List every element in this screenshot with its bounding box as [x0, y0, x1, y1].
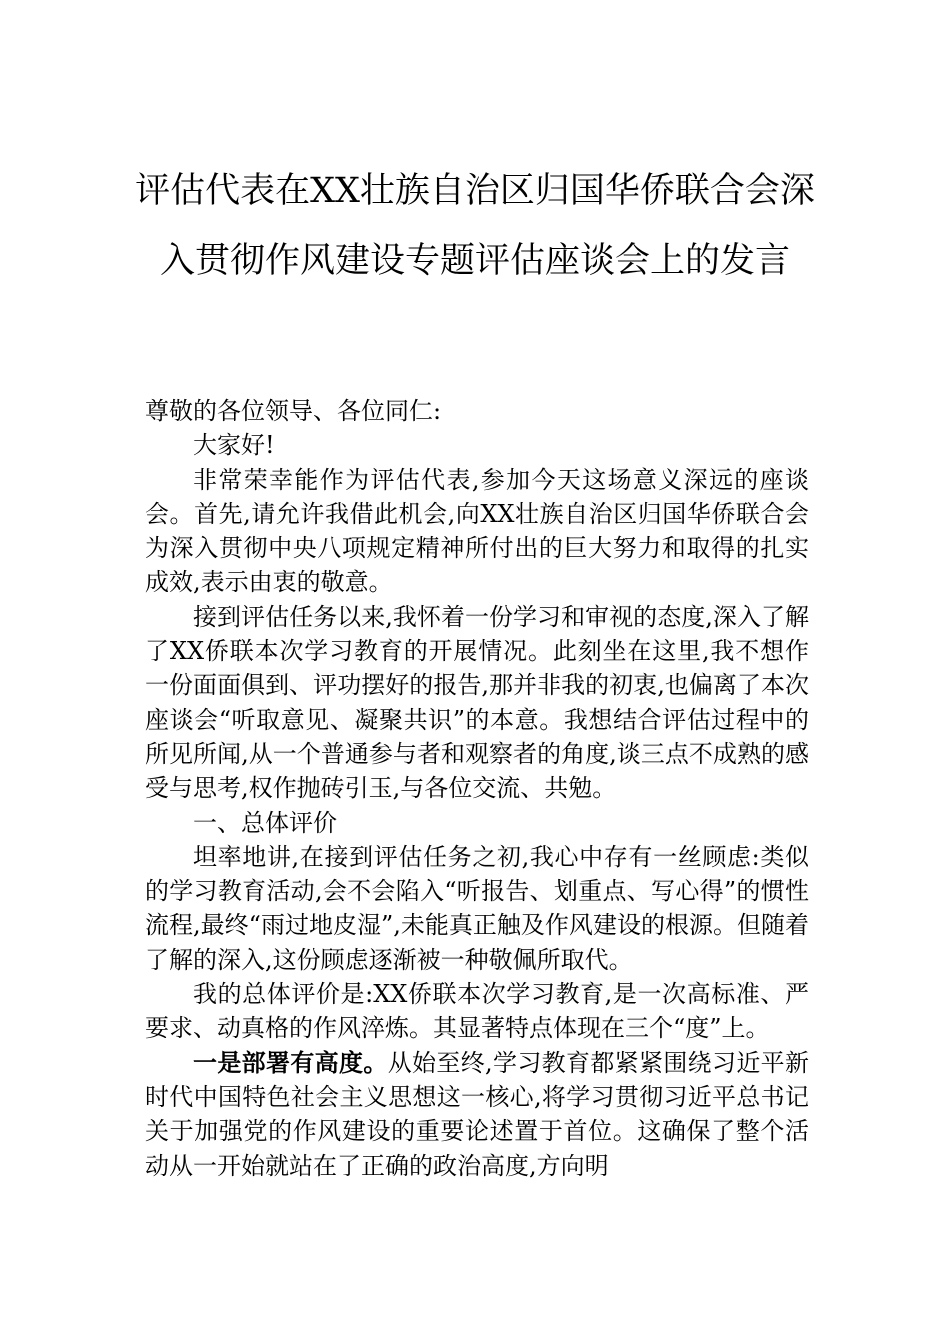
section-heading-overall-evaluation: 一、总体评价 [193, 808, 337, 837]
paragraph-approach: 接到评估任务以来,我怀着一份学习和审视的态度,深入了解了XX侨联本次学习教育的开展情况。此刻坐在这里,我不想作一份面面俱到、评功摆好的报告,那并非我的初衷,也偏离了本次座谈会“听取意见、凝聚共识”的本意。我想结合评估过程中的所见所闻,从一个普通参与者和观察者的角度,谈三点不成熟的感受与思考,权作抛砖引玉,与各位交流、共勉。 [145, 602, 809, 803]
paragraph-overall-evaluation: 我的总体评价是:XX侨联本次学习教育,是一次高标准、严要求、动真格的作风淬炼。其显著特点体现在三个“度”上。 [145, 980, 809, 1043]
point-one-text: 从始至终,学习教育都紧紧围绕习近平新时代中国特色社会主义思想这一核心,将学习贯彻习近平总书记关于加强党的作风建设的重要论述置于首位。这确保了整个活动从一开始就站在了正确的政治高度,方向明 [145, 1048, 809, 1180]
greeting: 大家好! [193, 431, 275, 460]
document-body [145, 394, 809, 1183]
paragraph-initial-concern: 坦率地讲,在接到评估任务之初,我心中存有一丝顾虑:类似的学习教育活动,会不会陷入“听报告、划重点、写心得”的惯性流程,最终“雨过地皮湿”,未能真正触及作风建设的根源。但随着了解的深入,这份顾虑逐渐被一种敬佩所取代。 [145, 842, 809, 974]
paragraph-intro: 非常荣幸能作为评估代表,参加今天这场意义深远的座谈会。首先,请允许我借此机会,向XX壮族自治区归国华侨联合会为深入贯彻中央八项规定精神所付出的巨大努力和取得的扎实成效,表示由衷的敬意。 [145, 465, 809, 597]
document-title: 评估代表在XX壮族自治区归国华侨联合会深入贯彻作风建设专题评估座谈会上的发言 [135, 171, 815, 281]
paragraph-point-one [145, 1046, 809, 1183]
salutation: 尊敬的各位领导、各位同仁: [145, 397, 442, 425]
point-one-lead: 一是部署有高度。 [193, 1047, 388, 1077]
